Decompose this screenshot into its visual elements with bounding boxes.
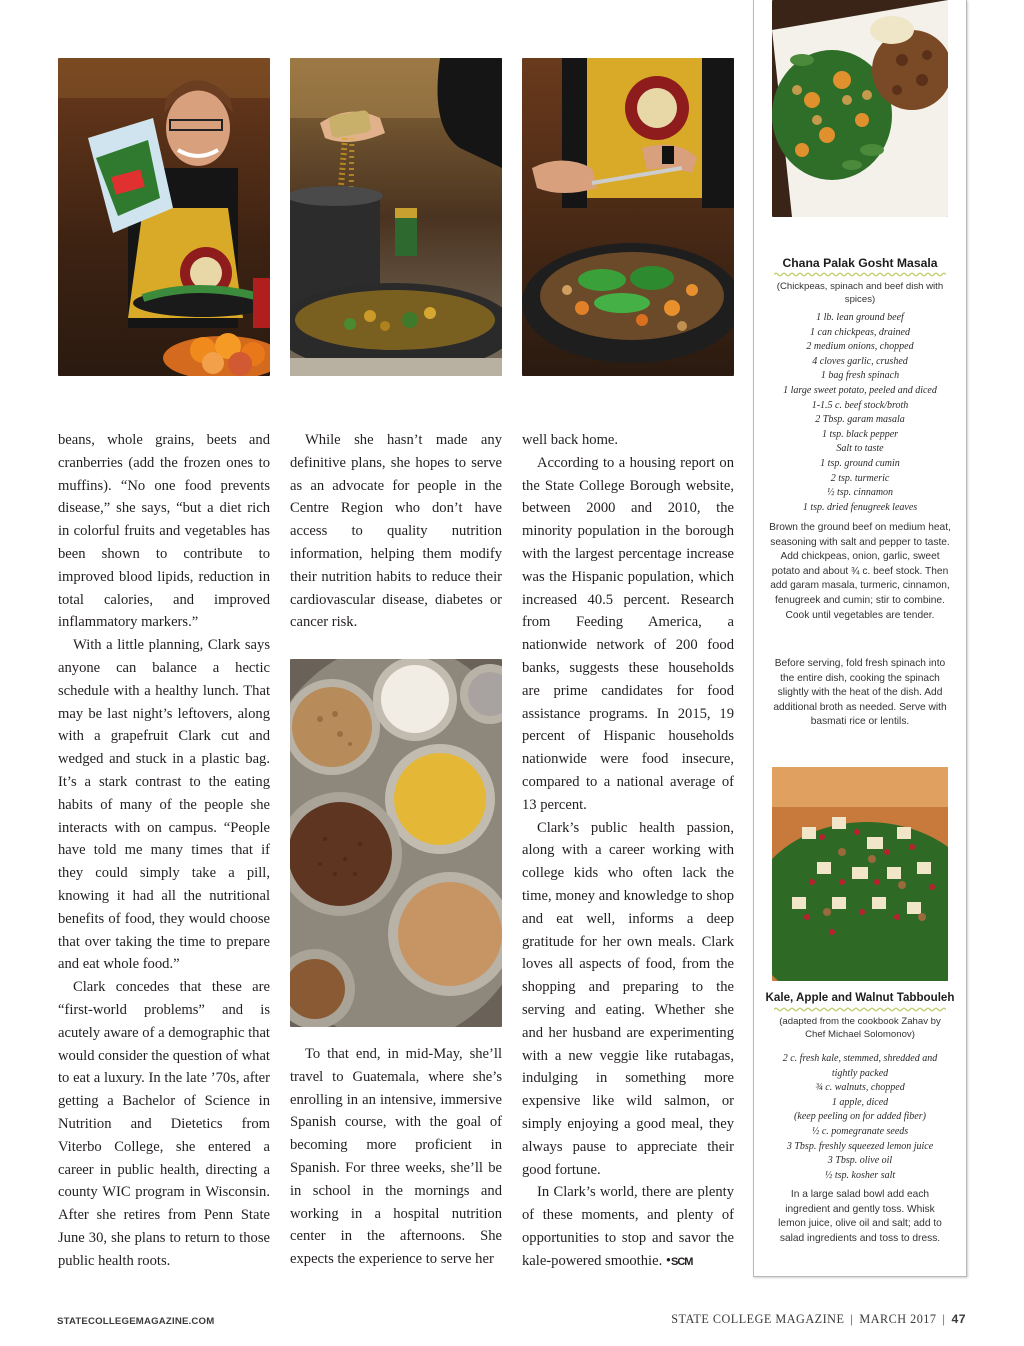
photo-chana-palak-dish: [772, 0, 948, 217]
end-mark: SCM: [670, 1255, 693, 1268]
ingredient: 1-1.5 c. beef stock/broth: [811, 399, 909, 411]
paragraph: To that end, in mid-May, she’ll travel to Guatemala, where she’s enrolling in an intensive, immersive Spanish course, with the goal of becoming more proficient in Spanish. For three weeks, she’ll be in school in the mornings and working in a hospital nutrition center in the afternoons. She expects the experience to serve her: [290, 1046, 502, 1268]
photo-spices-poured-into-pan: [290, 58, 502, 376]
ingredient: ½ c. pomegranate seeds: [811, 1125, 909, 1137]
ingredient: ¾ c. walnuts, chopped: [815, 1082, 905, 1094]
ingredient: 1 tsp. dried fenugreek leaves: [802, 501, 918, 513]
recipe-1-title: Chana Palak Gosht Masala: [782, 256, 938, 270]
article-column-2-top: [290, 429, 502, 634]
ingredient: (keep peeling on for added fiber): [794, 1111, 926, 1123]
recipe-2-directions: In a large salad bowl add each ingredient and gently toss. Whisk lemon juice, olive oil and salt; add to salad ingredients and toss to dress.: [778, 1189, 942, 1244]
page-number: 47: [951, 1312, 966, 1326]
footer-website: STATECOLLEGEMAGAZINE.COM: [57, 1316, 215, 1327]
photo-spice-tins: [290, 659, 502, 1027]
recipe-1-ingredients: [760, 311, 960, 515]
recipe-2-ingredients: [776, 1052, 944, 1183]
article-column-3: [522, 429, 734, 1273]
paragraph: In Clark’s world, there are plenty of these moments, and plenty of opportunities to stop and savor the kale-powered smoothie. •SCM: [522, 1184, 734, 1269]
article-column-1: [58, 429, 270, 1272]
photo-stirring-dish-in-pan: [522, 58, 734, 376]
footer-magazine-name: STATE COLLEGE MAGAZINE: [671, 1312, 845, 1326]
footer-folio: STATE COLLEGE MAGAZINE | MARCH 2017 | 47: [671, 1312, 966, 1326]
ingredient: 2 medium onions, chopped: [806, 341, 914, 353]
article-column-2-bottom: [290, 1043, 502, 1271]
photo-woman-adding-spinach: [58, 58, 270, 376]
ingredient: 1 large sweet potato, peeled and diced: [783, 384, 937, 396]
ingredient: 2 Tbsp. garam masala: [815, 414, 905, 426]
recipe-1-subtitle: (Chickpeas, spinach and beef dish with spices): [776, 281, 944, 305]
recipe-1-directions-step-2: Before serving, fold fresh spinach into the entire dish, cooking the spinach slightly with the heat of the dish. Add additional broth as needed. Serve with basmati rice or lentils.: [773, 658, 947, 728]
ingredient: ½ tsp. cinnamon: [826, 487, 894, 499]
ingredient: ½ tsp. kosher salt: [824, 1169, 896, 1181]
decorative-divider: [774, 272, 946, 277]
paragraph: well back home.: [522, 432, 619, 448]
recipe-2-title: Kale, Apple and Walnut Tabbouleh: [765, 991, 955, 1004]
paragraph: With a little planning, Clark says anyone can balance a hectic schedule with a healthy lunch. That may be last night’s leftovers, along with a grapefruit Clark cut and wedged and stuck in a plastic bag. It’s a stark contrast to the eating habits of many of the people she interacts with on campus. “People have told me many times that if they could simply take a pill, knowing it had all the nutritional benefits of food, they would choose that over taking the time to prepare and eat whole food.”: [58, 637, 270, 973]
ingredient: 1 bag fresh spinach: [820, 370, 900, 382]
recipe-1-directions-step-1: Brown the ground beef on medium heat, seasoning with salt and pepper to taste. Add chickpeas, onion, garlic, sweet potato and about ¾ c. beef stock. Then add garam masala, turmeric, cinnamon, fenugreek and cumin; stir to combine. Cook until vegetables are tender.: [769, 522, 951, 621]
paragraph-text: In Clark’s world, there are plenty of these moments, and plenty of opportunities to stop and savor the kale-powered smoothie.: [522, 1184, 734, 1269]
ingredient: 1 can chickpeas, drained: [810, 326, 910, 338]
paragraph: beans, whole grains, beets and cranberries (add the frozen ones to muffins). “No one food prevents disease,” she says, “but a diet rich in colorful fruits and vegetables has been shown to contribute to improved blood lipids, reduction in total calories, and improved inflammatory markers.”: [58, 432, 270, 631]
recipe-sidebar: [753, 0, 967, 1277]
paragraph: Clark’s public health passion, along with a career working with college kids who often lack the time, money and knowledge to shop and eat well, informs a deep gratitude for her own meals. Clark loves all aspects of food, from the shopping and preparing to the serving and eating. Whether she and her husband are experimenting with a new veggie like rutabagas, indulging in something more expensive like wild salmon, or simply enjoying a good meal, they always pause to appreciate their good fortune.: [522, 819, 734, 1178]
ingredient: 3 Tbsp. freshly squeezed lemon juice: [786, 1140, 934, 1152]
ingredient: 1 tsp. ground cumin: [820, 457, 900, 469]
ingredient: 1 tsp. black pepper: [821, 428, 899, 440]
recipe-2-subtitle: (adapted from the cookbook Zahav by Chef Michael Solomonov): [779, 1016, 941, 1040]
ingredient: 2 c. fresh kale, stemmed, shredded and tightly packed: [782, 1053, 938, 1079]
ingredient: Salt to taste: [836, 443, 884, 455]
paragraph: Clark concedes that these are “first-world problems” and is acutely aware of a demographic that would consider the question of what to eat a luxury. In the late ’70s, after getting a Bachelor of Science in Nutrition and Dietetics from Viterbo College, she entered a career in public health, directing a county WIC program in Wisconsin. After she retires from Penn State June 30, she plans to return to those public health roots.: [58, 979, 270, 1269]
footer-issue: MARCH 2017: [859, 1312, 937, 1326]
ingredient: 1 apple, diced: [831, 1096, 889, 1108]
ingredient: 3 Tbsp. olive oil: [827, 1155, 893, 1167]
photo-kale-tabbouleh: [772, 767, 948, 981]
ingredient: 1 lb. lean ground beef: [816, 312, 904, 323]
ingredient: 4 cloves garlic, crushed: [812, 355, 908, 367]
paragraph: While she hasn’t made any definitive plans, she hopes to serve as an advocate for people in the Centre Region who don’t have access to quality nutrition information, helping them modify their nutrition habits to reduce their cardiovascular disease, diabetes or cancer risk.: [290, 432, 502, 631]
paragraph: According to a housing report on the State College Borough website, between 2000 and 2010, the minority population in the borough with the largest percentage increase was the Hispanic population, which increased 40.5 percent. Research from Feeding America, a nationwide network of 200 food banks, suggests these households are prime candidates for food assistance programs. In 2015, 19 percent of Hispanic households nationwide were food insecure, compared to a national average of 13 percent.: [522, 454, 734, 813]
ingredient: 2 tsp. turmeric: [830, 472, 890, 484]
decorative-divider: [774, 1007, 946, 1012]
